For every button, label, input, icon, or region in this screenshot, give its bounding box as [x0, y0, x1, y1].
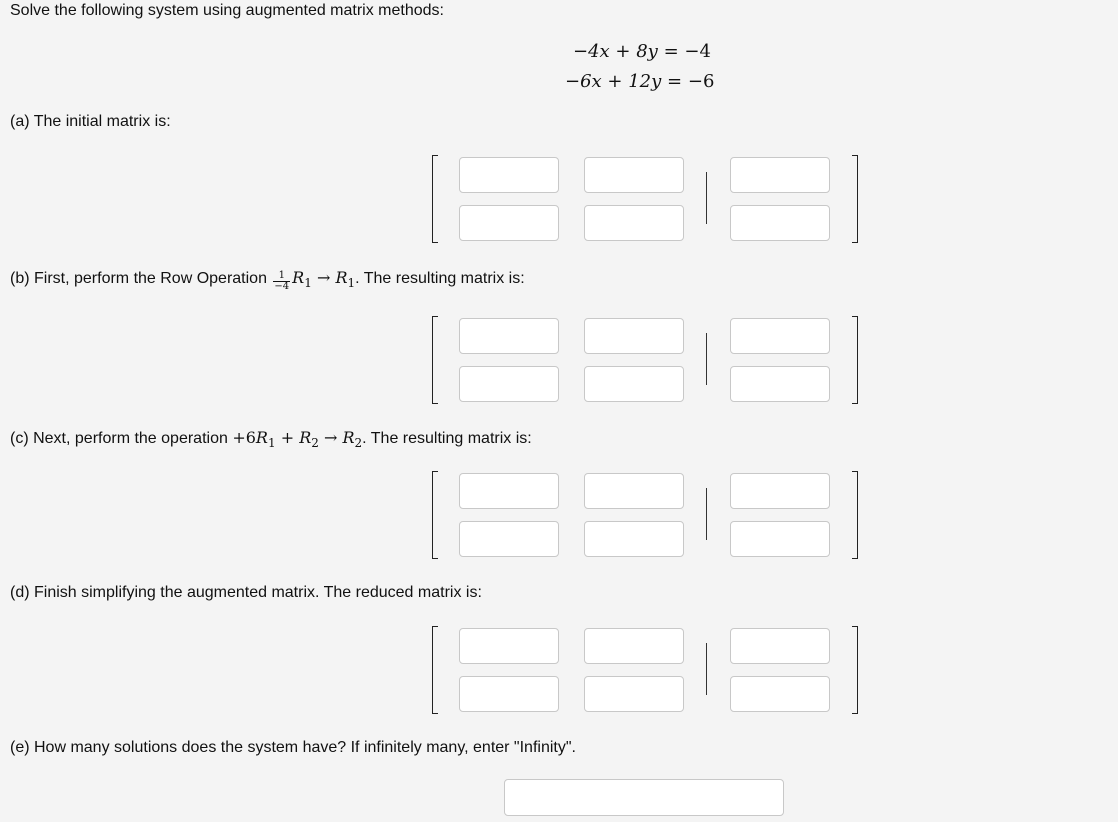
matrix-b-augment-divider: [706, 333, 707, 385]
matrix-a-r2c3-input[interactable]: [730, 205, 830, 241]
matrix-b-r2c2-input[interactable]: [584, 366, 684, 402]
matrix-b-right-bracket: [852, 316, 858, 404]
part-c-label-text: (c) Next, perform the operation: [10, 430, 228, 447]
matrix-d-r2c3-input[interactable]: [730, 676, 830, 712]
equation-2: [565, 71, 714, 93]
part-b-fraction-numerator: 1: [273, 271, 290, 282]
matrix-a-r2c1-input[interactable]: [459, 205, 559, 241]
part-b-operation: [271, 268, 356, 292]
matrix-b-r2c3-input[interactable]: [730, 366, 830, 402]
matrix-c-r2c2-input[interactable]: [584, 521, 684, 557]
matrix-c-left-bracket: [432, 471, 438, 559]
part-a-label: (a) The initial matrix is:: [10, 113, 171, 130]
matrix-d-r2c1-input[interactable]: [459, 676, 559, 712]
matrix-d-augment-divider: [706, 643, 707, 695]
matrix-d-r1c3-input[interactable]: [730, 628, 830, 664]
part-c-plus: +: [280, 428, 295, 447]
instruction-text: Solve the following system using augmented matrix methods:: [10, 2, 444, 19]
matrix-b-r2c1-input[interactable]: [459, 366, 559, 402]
part-c-row1-symbol: R: [255, 428, 268, 447]
equation-2-rhs: −6: [687, 71, 715, 92]
part-b-target-row-symbol: R: [335, 268, 348, 287]
matrix-a-right-bracket: [852, 155, 858, 243]
part-b-fraction-denominator: −4: [274, 281, 290, 292]
part-c-row2-subscript: 2: [311, 436, 319, 450]
part-d-label: (d) Finish simplifying the augmented matrix. The reduced matrix is:: [10, 584, 482, 601]
matrix-b-r1c3-input[interactable]: [730, 318, 830, 354]
part-b-row-subscript: 1: [304, 276, 312, 290]
part-c-target-row-subscript: 2: [354, 436, 363, 450]
part-c-operation: [232, 428, 363, 450]
part-b-label-text: (b) First, perform the Row Operation: [10, 270, 267, 287]
matrix-a-r1c1-input[interactable]: [459, 157, 559, 193]
matrix-a-left-bracket: [432, 155, 438, 243]
matrix-d-r1c2-input[interactable]: [584, 628, 684, 664]
equation-2-equals: =: [667, 71, 683, 92]
part-b-label: [10, 268, 525, 293]
part-c-coefficient: +6: [232, 428, 256, 447]
equation-1-rhs: −4: [684, 41, 711, 62]
part-b-row-symbol: R: [292, 268, 305, 287]
equation-1: [573, 41, 711, 63]
part-c-row2-symbol: R: [299, 428, 312, 447]
part-c-target-row-symbol: R: [342, 428, 355, 447]
part-c-label-suffix: . The resulting matrix is:: [362, 430, 532, 447]
part-c-label: [10, 428, 532, 453]
matrix-a-r1c3-input[interactable]: [730, 157, 830, 193]
matrix-d-r2c2-input[interactable]: [584, 676, 684, 712]
matrix-d-r1c1-input[interactable]: [459, 628, 559, 664]
part-b-label-suffix: . The resulting matrix is:: [355, 270, 525, 287]
solutions-count-input[interactable]: [504, 779, 784, 816]
part-b-target-row-subscript: 1: [347, 276, 356, 290]
matrix-b-r1c2-input[interactable]: [584, 318, 684, 354]
part-b-arrow: →: [316, 268, 331, 287]
equation-1-equals: =: [663, 41, 679, 62]
part-c-row1-subscript: 1: [267, 436, 276, 450]
matrix-c-augment-divider: [706, 488, 707, 540]
matrix-d-left-bracket: [432, 626, 438, 714]
part-e-label: (e) How many solutions does the system have? If infinitely many, enter "Infinity".: [10, 739, 576, 756]
matrix-d-right-bracket: [852, 626, 858, 714]
matrix-c-right-bracket: [852, 471, 858, 559]
part-b-fraction: [273, 271, 290, 292]
equation-1-lhs: −4x + 8y: [573, 41, 658, 62]
matrix-a-r1c2-input[interactable]: [584, 157, 684, 193]
equation-2-lhs: −6x + 12y: [565, 71, 662, 92]
matrix-b-left-bracket: [432, 316, 438, 404]
matrix-a-r2c2-input[interactable]: [584, 205, 684, 241]
matrix-b-r1c1-input[interactable]: [459, 318, 559, 354]
matrix-c-r1c2-input[interactable]: [584, 473, 684, 509]
matrix-c-r1c1-input[interactable]: [459, 473, 559, 509]
matrix-c-r2c1-input[interactable]: [459, 521, 559, 557]
part-c-arrow: →: [323, 428, 338, 447]
matrix-c-r1c3-input[interactable]: [730, 473, 830, 509]
matrix-c-r2c3-input[interactable]: [730, 521, 830, 557]
matrix-a-augment-divider: [706, 172, 707, 224]
